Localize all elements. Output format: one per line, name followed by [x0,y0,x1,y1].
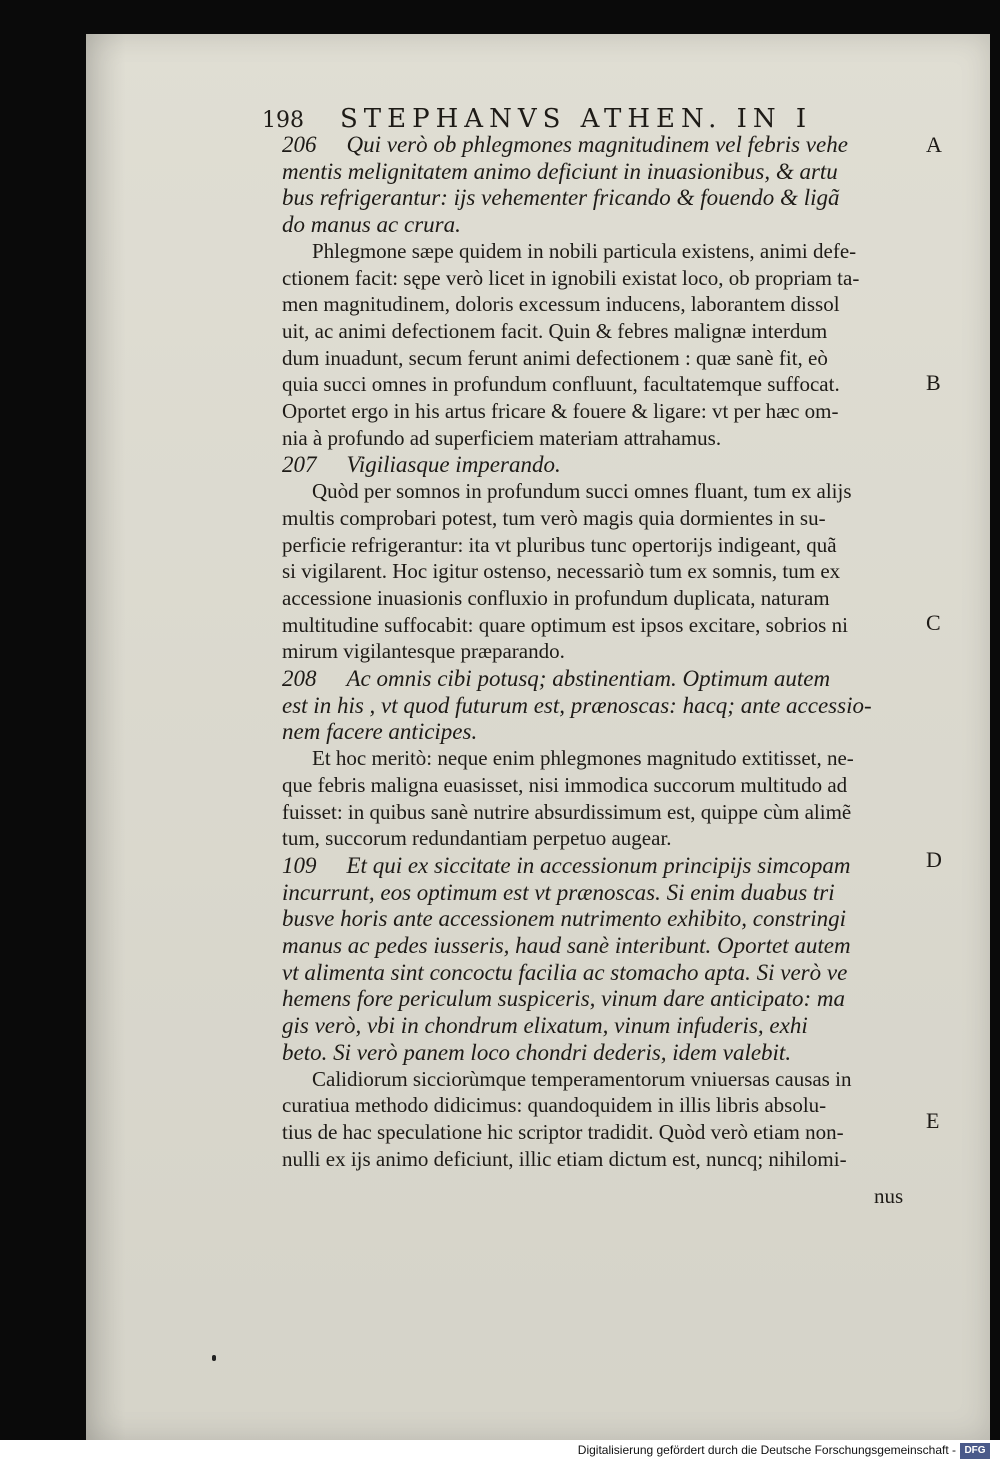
line-text: Oportet ergo in his artus fricare & fouere & ligare: vt per hæc om- [282,399,839,423]
margin-letter-e: E [926,1108,940,1133]
aphorism-text-line [282,906,846,932]
footer-credit: Digitalisierung gefördert durch die Deutsche Forschungsgemeinschaft - [577,1443,956,1457]
commentary-line [282,1120,844,1145]
aphorism-text-line [282,159,838,185]
aphorism-text-line [282,693,872,719]
commentary-line [282,800,851,825]
aphorism-line [282,853,851,879]
ink-speck [212,1355,216,1361]
commentary-line [282,586,830,611]
commentary-line [312,1067,851,1092]
line-text: Phlegmone sæpe quidem in nobili particula existens, animi defe- [312,238,857,263]
aphorism-text-line [282,960,847,986]
line-text: gis verò, vbi in chondrum elixatum, vinum infuderis, exhi [282,1013,808,1039]
margin-letter-d: D [926,847,942,872]
line-text: que febris maligna euasisset, nisi immodica succorum multitudo ad [282,772,848,797]
line-text: si vigilarent. Hoc igitur ostenso, necessariò tum ex somnis, tum ex [282,559,841,584]
aphorism-text-line [282,212,461,238]
commentary-line [282,1093,826,1118]
commentary-line [282,533,837,558]
line-text: bus refrigerantur: ijs vehementer fricando & fouendo & ligã [282,185,840,211]
line-text: nem facere anticipes. [282,719,478,745]
line-text: uit, ac animi defectionem facit. Quin & febres malignæ interdum [282,318,828,343]
line-text: Calidiorum sicciorùmque temperamentorum vniuersas causas in [312,1066,852,1091]
line-text: perficie refrigerantur: ita vt pluribus tunc opertorijs indigeant, quã [282,532,837,557]
aphorism-text-line [282,880,835,906]
commentary-line [282,292,840,317]
commentary-line [282,346,828,371]
aphorism-number: 109 [282,852,317,878]
commentary-line [282,773,847,798]
line-text: hemens fore periculum suspiceris, vinum dare anticipato: ma [282,986,845,1012]
line-text: tius de hac speculatione hic scriptor tradidit. Quòd verò etiam non- [282,1119,844,1144]
commentary-line [282,613,848,638]
line-text: men magnitudinem, doloris excessum inducens, laborantem dissol [282,292,840,317]
line-text: Ac omnis cibi potusq; abstinentiam. Optimum autem [346,666,831,691]
line-text: multitudine suffocabit: quare optimum est ipsos excitare, sobrios ni [282,612,848,637]
commentary-line [282,399,839,424]
line-text: Quòd per somnos in profundum succi omnes fluant, tum ex alijs [312,479,852,504]
line-text: Et hoc meritò: neque enim phlegmones magnitudo extitisset, ne- [312,746,854,771]
dfg-logo-icon: DFG [960,1443,990,1459]
aphorism-text-line [282,719,477,745]
aphorism-number: 207 [282,452,317,478]
line-text: vt alimenta sint concoctu facilia ac stomacho apta. Si verò ve [282,959,848,985]
line-text: incurrunt, eos optimum est vt prænoscas. Si enim duabus tri [282,879,835,905]
commentary-line [282,266,859,291]
aphorism-text-line [282,1040,791,1066]
commentary-line [282,1147,847,1172]
line-text: Qui verò ob phlegmones magnitudinem vel febris vehe [346,132,848,157]
margin-letter-b: B [926,370,941,395]
aphorism-line [282,132,848,158]
commentary-line [312,479,852,504]
line-text: Et qui ex siccitate in accessionum principijs simcopam [346,852,851,878]
line-text: manus ac pedes iusseris, haud sanè interibunt. Oportet autem [282,933,851,958]
commentary-line [282,639,565,664]
margin-letter-c: C [926,610,941,635]
aphorism-line [282,666,830,692]
line-text: multis comprobari potest, tum verò magis quia dormientes in su- [282,505,826,530]
commentary-line [312,239,856,264]
commentary-line [282,426,721,451]
footer-bar [0,1440,1000,1463]
line-text: dum inuadunt, secum ferunt animi defectionem : quæ sanè fit, eò [282,345,828,370]
running-title: STEPHANVS ATHEN. IN I [340,104,813,134]
running-header [262,104,812,134]
line-text: mentis melignitatem animo deficiunt in inuasionibus, & artu [282,158,838,184]
line-text: fuisset: in quibus sanè nutrire absurdissimum est, quippe cùm alimẽ [282,799,852,824]
margin-letter-a: A [926,132,942,157]
line-text: do manus ac crura. [282,212,461,238]
line-text: accessione inuasionis confluxio in profundum duplicata, naturam [282,585,830,610]
commentary-line [282,506,826,531]
line-text: ctionem facit: sępe verò licet in ignobili existat loco, ob propriam ta- [282,265,860,290]
line-text: mirum vigilantesque præparando. [282,639,565,664]
aphorism-text-line [282,933,851,959]
aphorism-line [282,452,561,478]
aphorism-number: 206 [282,132,317,157]
line-text: beto. Si verò panem loco chondri dederis, idem valebit. [282,1039,792,1065]
catchword: nus [874,1184,904,1208]
page-number: 198 [262,108,304,133]
commentary-line [282,372,840,397]
line-text: quia succi omnes in profundum confluunt, facultatemque suffocat. [282,372,840,397]
line-text: busve horis ante accessionem nutrimento exhibito, constringi [282,906,847,932]
commentary-line [282,559,840,584]
commentary-line [312,746,854,771]
line-text: est in his , vt quod futurum est, prænoscas: hacq; ante accessio- [282,692,872,718]
commentary-line [282,319,827,344]
line-text: curatiua methodo didicimus: quandoquidem in illis libris absolu- [282,1093,827,1118]
aphorism-text-line [282,986,845,1012]
aphorism-text-line [282,1013,808,1039]
line-text: Vigiliasque imperando. [346,452,561,478]
line-text: nia à profundo ad superficiem materiam attrahamus. [282,425,722,450]
line-text: tum, succorum redundantiam perpetuo augear. [282,826,672,851]
aphorism-text-line [282,185,839,211]
commentary-line [282,826,672,851]
line-text: nulli ex ijs animo deficiunt, illic etiam dictum est, nuncq; nihilomi- [282,1146,847,1171]
aphorism-number: 208 [282,666,317,691]
